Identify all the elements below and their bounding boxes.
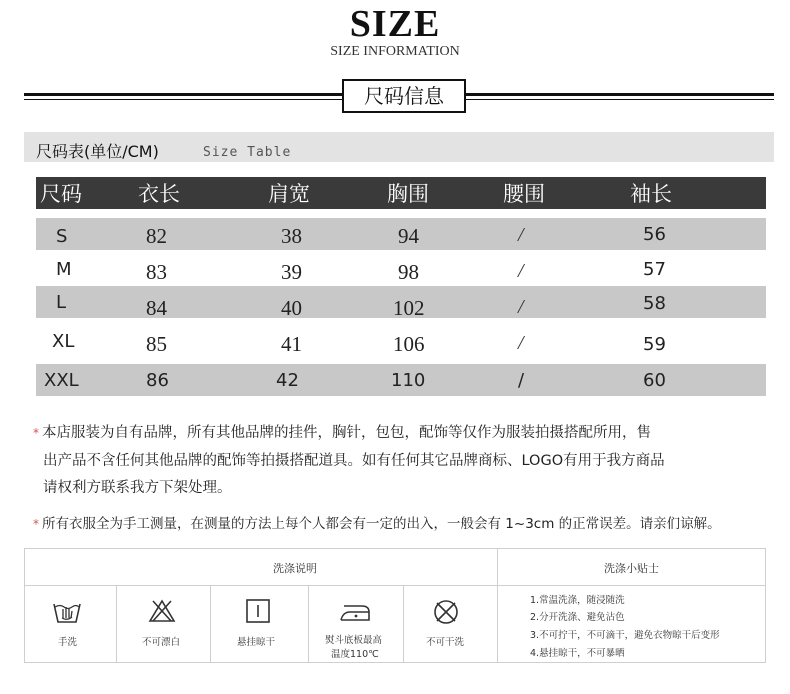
cell-length: 82: [146, 224, 167, 248]
cell-shoulder: 41: [281, 332, 302, 356]
note-measurement: [33, 512, 721, 532]
cell-chest: 98: [398, 260, 419, 284]
cell-length: 85: [146, 332, 167, 356]
note-measurement-text: 所有衣服全为手工测量，在测量的方法上每个人都会有一定的出入，一般会有 1~3cm 的正常误差。请亲们谅解。: [42, 516, 721, 532]
cell-sleeve: 59: [643, 334, 666, 355]
care-tip: 2.分开洗涤、避免沾色: [530, 612, 625, 623]
divider-left-thick: [24, 93, 342, 96]
cell-shoulder: 42: [276, 370, 299, 391]
no-dry-clean-label: 不可干洗: [426, 637, 465, 648]
note-brand-line2: 出产品不含任何其他品牌的配饰等拍摄搭配道具。如有任何其它品牌商标、LOGO有用于我方商品: [43, 453, 665, 469]
iron-label-line2: 温度110℃: [331, 649, 379, 660]
page-title: SIZE: [349, 3, 441, 45]
cell-size: S: [56, 226, 68, 247]
cell-sleeve: 56: [643, 224, 666, 245]
care-icon-divider: [116, 586, 117, 663]
note-marker: *: [33, 517, 39, 531]
cell-chest: 106: [393, 332, 425, 356]
note-marker: *: [33, 426, 39, 440]
note-brand-line3: 请权利方联系我方下架处理。: [43, 480, 232, 496]
cell-shoulder: 39: [281, 260, 302, 284]
cell-chest: 102: [393, 296, 425, 320]
column-header-length: 衣长: [138, 182, 180, 206]
cell-sleeve: 58: [643, 293, 666, 314]
table-title-en: Size Table: [203, 145, 292, 160]
iron-label-line1: 熨斗底板最高: [325, 635, 383, 646]
care-tip: 1.常温洗涤，随浸随洗: [530, 595, 625, 606]
iron-icon: [338, 601, 372, 627]
care-column-divider: [497, 548, 498, 663]
cell-shoulder: 38: [281, 224, 302, 248]
column-header-sleeve: 袖长: [630, 182, 672, 206]
cell-length: 86: [146, 370, 169, 391]
cell-size: XXL: [44, 370, 79, 391]
cell-length: 83: [146, 260, 167, 284]
table-title-cn: 尺码表(单位/CM): [36, 142, 159, 161]
divider-right-thin: [466, 99, 774, 100]
divider-right-thick: [466, 93, 774, 96]
column-header-waist: 腰围: [503, 182, 545, 206]
hang-dry-label: 悬挂晾干: [237, 637, 276, 648]
care-tip: 4.悬挂晾干，不可暴晒: [530, 648, 625, 659]
care-tip: 3.不可拧干，不可滴干，避免衣物晾干后变形: [530, 630, 720, 641]
note-brand: [33, 423, 773, 443]
cell-waist: /: [518, 260, 524, 282]
cell-size: L: [56, 292, 67, 313]
hand-wash-label: 手洗: [58, 637, 78, 648]
cell-waist: /: [518, 370, 525, 391]
page-subtitle: SIZE INFORMATION: [330, 44, 460, 59]
cell-shoulder: 40: [281, 296, 302, 320]
cell-chest: 110: [391, 370, 426, 391]
column-header-size: 尺码: [40, 182, 82, 206]
no-dry-clean-icon: [432, 598, 460, 630]
care-icon-divider: [308, 586, 309, 663]
hang-dry-icon: [245, 598, 271, 628]
no-bleach-label: 不可漂白: [142, 637, 181, 648]
no-bleach-icon: [148, 598, 176, 628]
divider-left-thin: [24, 99, 342, 100]
care-icon-divider: [210, 586, 211, 663]
care-heading-left: 洗涤说明: [273, 562, 317, 575]
cell-size: M: [56, 259, 72, 280]
cell-sleeve: 60: [643, 370, 666, 391]
cell-waist: /: [518, 224, 524, 246]
cell-sleeve: 57: [643, 259, 666, 280]
column-header-chest: 胸围: [387, 182, 429, 206]
column-header-shoulder: 肩宽: [268, 182, 310, 206]
cell-chest: 94: [398, 224, 419, 248]
hand-wash-icon: [52, 598, 82, 630]
care-icon-divider: [403, 586, 404, 663]
section-heading: 尺码信息: [342, 79, 466, 113]
cell-waist: /: [518, 332, 524, 354]
cell-size: XL: [52, 331, 75, 352]
note-brand-line1: 本店服装为自有品牌，所有其他品牌的挂件，胸针，包包，配饰等仅作为服装拍摄搭配所用，售: [42, 425, 651, 441]
care-header-divider: [24, 585, 766, 586]
cell-length: 84: [146, 296, 167, 320]
cell-waist: /: [518, 296, 524, 318]
care-heading-right: 洗涤小贴士: [604, 562, 659, 575]
